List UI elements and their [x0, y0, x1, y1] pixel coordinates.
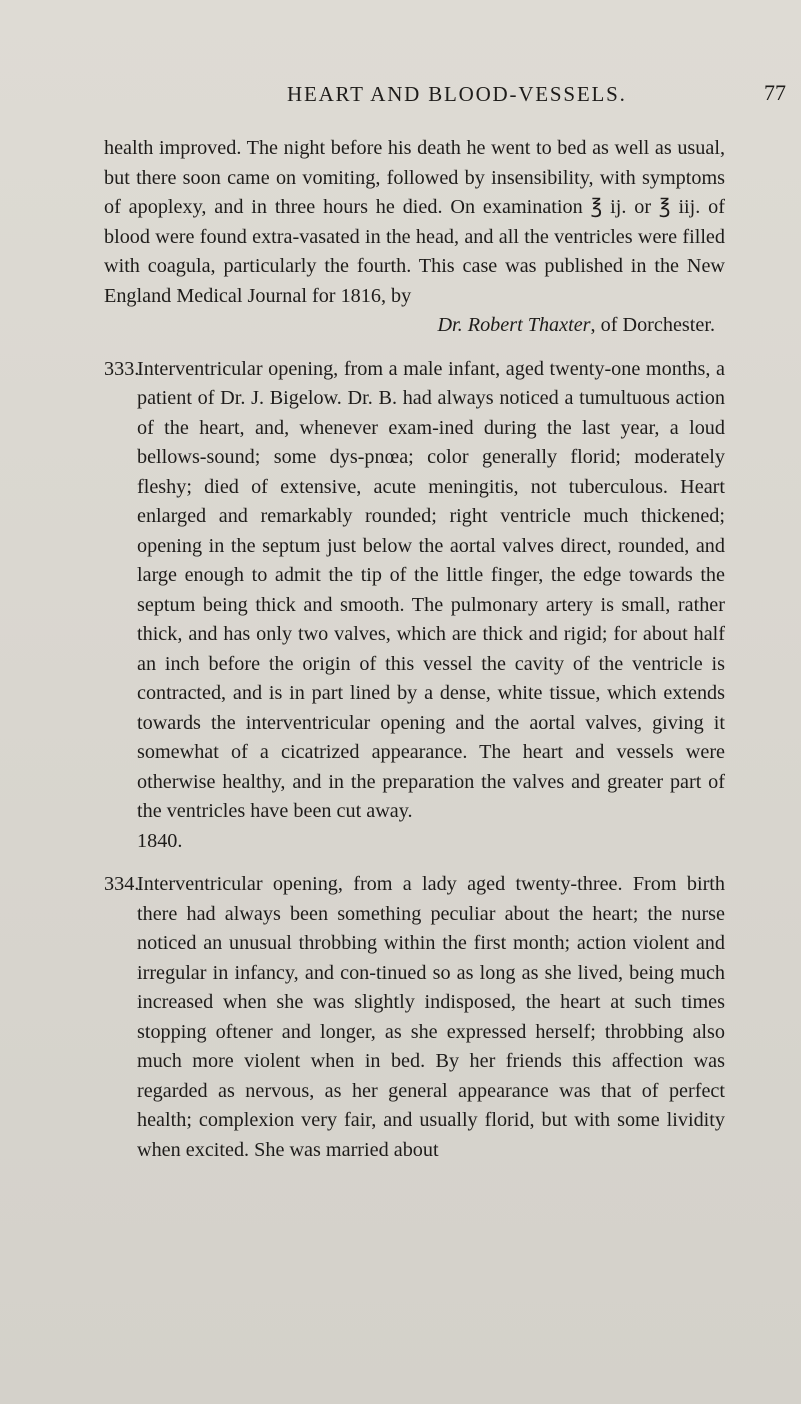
- catalog-entry-333: [104, 355, 725, 857]
- entry-text: Interventricular opening, from a male infant, aged twenty-one months, a patient of Dr. J. Bigelow. Dr. B. had always noticed a tumultuous action of the heart, and, whenever exam-ined during the last year, a loud bellows-sound; some dys-pnœa; color generally florid; moderately fleshy; died of extensive, acute meningitis, not tuberculous. Heart enlarged and remarkably rounded; right ventricle much thickened; opening in the septum just below the aortal valves direct, rounded, and large enough to admit the tip of the little finger, the edge towards the septum being thick and smooth. The pulmonary artery is small, rather thick, and has only two valves, which are thick and rigid; for about half an inch before the origin of this vessel the cavity of the ventricle is contracted, and is in part lined by a dense, white tissue, which extends towards the interventricular opening and the aortal valves, giving it somewhat of a cicatrized appearance. The heart and vessels were otherwise healthy, and in the preparation the valves and greater part of the ventricles have been cut away.: [137, 357, 725, 822]
- entry-number: 333.: [104, 357, 140, 380]
- case-signature: [104, 311, 725, 341]
- entry-number: 334.: [104, 873, 140, 895]
- running-head: [0, 80, 801, 120]
- author-suffix: , of Dorchester.: [590, 314, 715, 336]
- catalog-entry-334: [104, 870, 725, 1165]
- running-title: HEART AND BLOOD-VESSELS.: [287, 82, 627, 106]
- page-number: 77: [764, 80, 786, 105]
- entry-text: Interventricular opening, from a lady aged twenty-three. From birth there had always been something peculiar about the heart; the nurse noticed an unusual throbbing within the first month; action violent and irregular in infancy, and con-tinued so as long as she lived, being much increased when she was slightly indisposed, the heart at such times stopping oftener and longer, as she expressed herself; throbbing also much more violent when in bed. By her friends this affection was regarded as nervous, as her general appearance was that of perfect health; complexion very fair, and usually florid, but with some lividity when excited. She was married about: [137, 873, 725, 1161]
- author-name: Dr. Robert Thaxter: [437, 314, 591, 336]
- continuation-paragraph: health improved. The night before his death he went to bed as well as usual, but there soon came on vomiting, followed by insensibility, with symptoms of apoplexy, and in three hours he died. On examination ℥ ij. or ℥ iij. of blood were found extra-vasated in the head, and all the ventricles were filled with coagula, particularly the fourth. This case was published in the New England Medical Journal for 1816, by: [104, 137, 725, 307]
- entry-date: 1840.: [137, 829, 183, 852]
- body-text: [104, 134, 725, 1165]
